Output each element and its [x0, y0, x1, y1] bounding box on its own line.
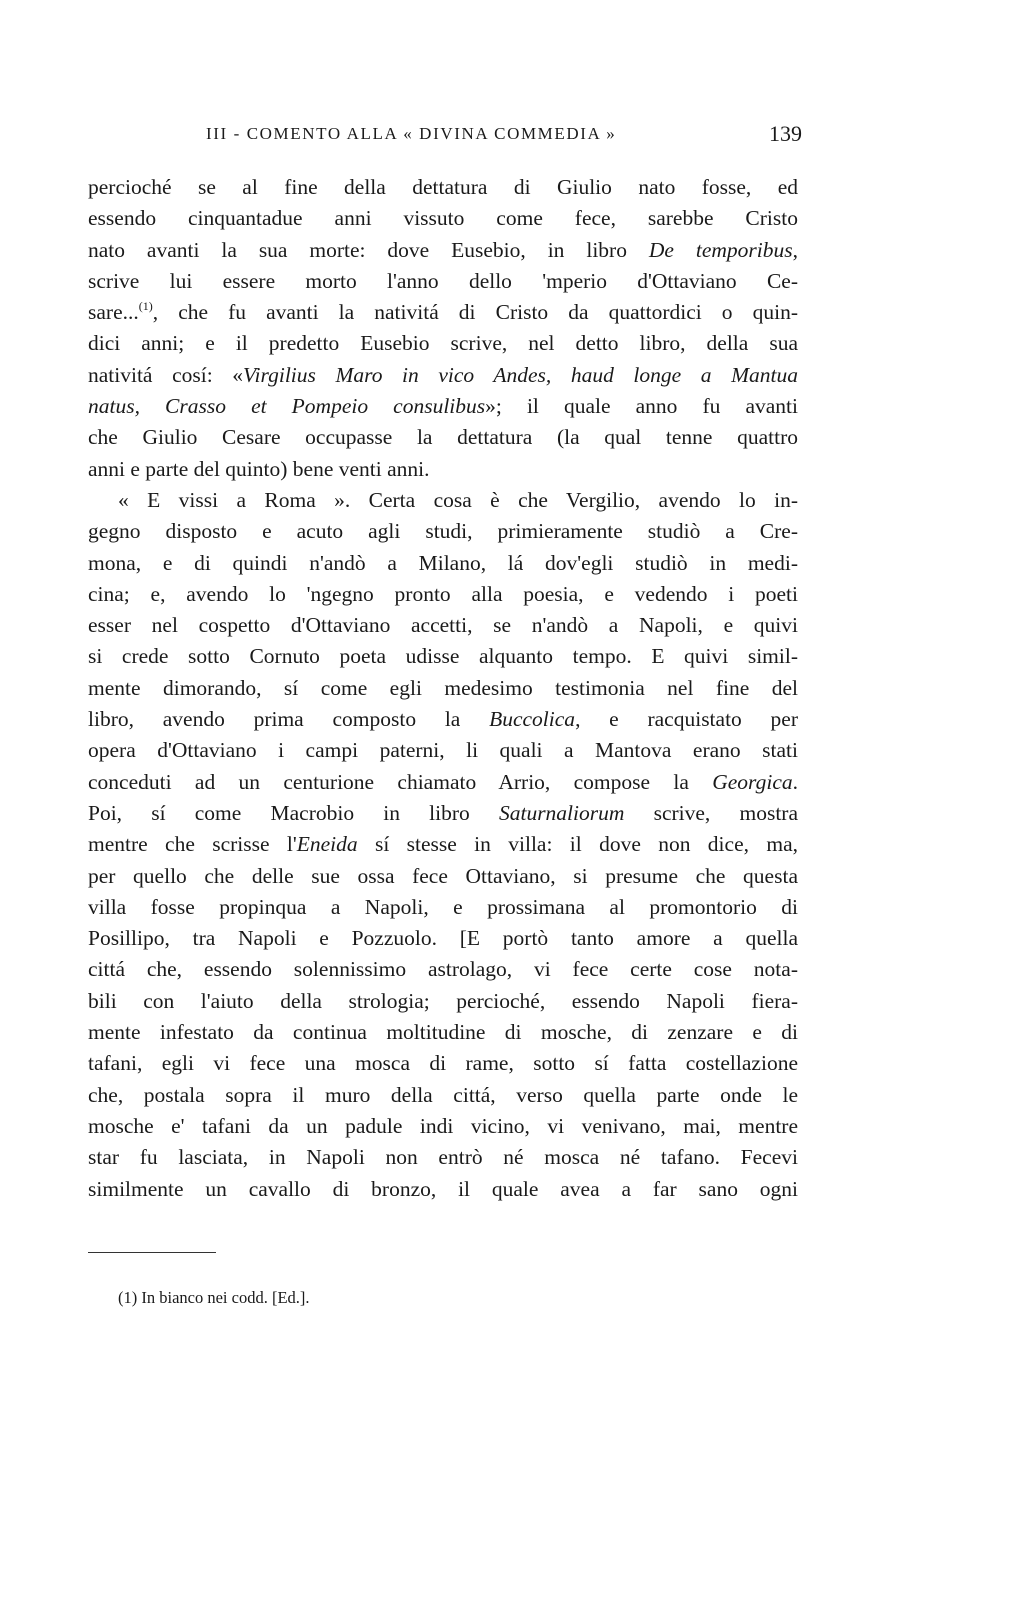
text-segment: sare... — [88, 300, 139, 325]
body-text — [88, 172, 798, 1205]
text-line — [88, 360, 798, 391]
text-segment: , che fu avanti la nativitá di Cristo da quattordici o quin- — [152, 300, 798, 325]
text-segment: gegno disposto e acuto agli studi, primieramente studiò a Cre- — [88, 519, 798, 544]
text-segment: mona, e di quindi n'andò a Milano, lá dov'egli studiò in medi- — [88, 550, 798, 575]
italic-title: natus, Crasso et Pompeio consulibus — [88, 394, 486, 419]
text-line — [88, 172, 798, 203]
text-line — [88, 1111, 798, 1142]
text-line — [88, 861, 798, 892]
text-line — [88, 923, 798, 954]
text-segment: mentre che scrisse l' — [88, 832, 297, 857]
text-line — [88, 641, 798, 672]
text-line — [88, 798, 798, 829]
text-segment: tafani, egli vi fece una mosca di rame, sotto sí fatta costellazione — [88, 1051, 798, 1076]
text-line — [88, 986, 798, 1017]
text-line — [88, 328, 798, 359]
text-segment: per quello che delle sue ossa fece Ottaviano, si presume che questa — [88, 863, 798, 888]
text-line — [88, 516, 798, 547]
text-segment: esser nel cospetto d'Ottaviano accetti, se n'andò a Napoli, e quivi — [88, 613, 798, 638]
italic-title: De temporibus — [648, 237, 793, 262]
text-line — [88, 203, 798, 234]
footnote: (1) In bianco nei codd. [Ed.]. — [118, 1288, 310, 1307]
text-line — [88, 673, 798, 704]
text-segment: libro, avendo prima composto la — [88, 707, 490, 732]
text-segment: mente dimorando, sí come egli medesimo testimonia nel fine del — [88, 675, 798, 700]
text-line — [88, 391, 798, 422]
text-line — [88, 1142, 798, 1173]
footnote-reference: (1) — [138, 299, 153, 314]
text-segment: cittá che, essendo solennissimo astrolago, vi fece certe cose nota- — [88, 957, 798, 982]
text-segment: Posillipo, tra Napoli e Pozzuolo. [E portò tanto amore a quella — [88, 926, 798, 951]
text-line — [88, 266, 798, 297]
text-segment: , e racquistato per — [575, 707, 799, 732]
text-line — [88, 422, 798, 453]
text-segment: similmente un cavallo di bronzo, il quale avea a far sano ogni — [88, 1176, 798, 1201]
text-line — [88, 767, 798, 798]
text-line — [88, 1174, 798, 1205]
text-line — [88, 1080, 798, 1111]
italic-title: Georgica — [712, 769, 793, 794]
text-segment: sí stesse in villa: il dove non dice, ma, — [357, 832, 798, 857]
text-segment: essendo cinquantadue anni vissuto come fece, sarebbe Cristo — [88, 206, 798, 231]
text-segment: mente infestato da continua moltitudine di mosche, di zenzare e di — [88, 1020, 798, 1045]
italic-title: Buccolica — [489, 707, 576, 732]
text-line — [88, 1017, 798, 1048]
text-segment: nato avanti la sua morte: dove Eusebio, in libro — [88, 237, 649, 262]
text-line — [88, 1048, 798, 1079]
text-segment: opera d'Ottaviano i campi paterni, li quali a Mantova erano stati — [88, 738, 798, 763]
text-line — [88, 297, 798, 328]
text-segment: bili con l'aiuto della strologia; percioché, essendo Napoli fiera- — [88, 988, 798, 1013]
text-segment: si crede sotto Cornuto poeta udisse alquanto tempo. E quivi simil- — [88, 644, 798, 669]
text-segment: anni e parte del quinto) bene venti anni. — [88, 456, 430, 481]
text-segment: . — [792, 769, 798, 794]
text-line — [88, 485, 798, 516]
text-segment: nativitá cosí: « — [88, 362, 244, 387]
text-segment: villa fosse propinqua a Napoli, e prossimana al promontorio di — [88, 894, 798, 919]
text-segment: cina; e, avendo lo 'ngegno pronto alla poesia, e vedendo i poeti — [88, 581, 798, 606]
text-segment: scrive, mostra — [624, 800, 798, 825]
italic-title: Eneida — [296, 832, 358, 857]
text-line — [88, 954, 798, 985]
running-title: III - COMENTO ALLA « DIVINA COMMEDIA » — [206, 124, 617, 143]
text-line — [88, 235, 798, 266]
italic-title: Virgilius Maro in vico Andes, haud longe a Mantua — [243, 362, 798, 387]
text-line — [88, 454, 798, 485]
footnote-divider — [88, 1252, 216, 1253]
italic-title: Saturnaliorum — [498, 800, 625, 825]
text-line — [88, 610, 798, 641]
text-line — [88, 892, 798, 923]
text-segment: che, postala sopra il muro della cittá, verso quella parte onde le — [88, 1082, 798, 1107]
text-segment: star fu lasciata, in Napoli non entrò né mosca né tafano. Fecevi — [88, 1145, 798, 1170]
text-segment: »; il quale anno fu avanti — [485, 394, 798, 419]
text-segment: mosche e' tafani da un padule indi vicino, vi venivano, mai, mentre — [88, 1113, 798, 1138]
text-segment: Poi, sí come Macrobio in libro — [88, 800, 499, 825]
text-line — [88, 579, 798, 610]
text-line — [88, 704, 798, 735]
page-number: 139 — [769, 121, 802, 146]
running-head — [0, 121, 1028, 152]
text-segment: conceduti ad un centurione chiamato Arrio, compose la — [88, 769, 713, 794]
text-line — [88, 548, 798, 579]
text-line — [88, 735, 798, 766]
text-segment: , — [792, 237, 798, 262]
text-segment: scrive lui essere morto l'anno dello 'mperio d'Ottaviano Ce- — [88, 268, 798, 293]
text-segment: « E vissi a Roma ». Certa cosa è che Vergilio, avendo lo in- — [118, 487, 798, 512]
text-segment: dici anni; e il predetto Eusebio scrive, nel detto libro, della sua — [88, 331, 798, 356]
text-line — [88, 829, 798, 860]
text-segment: che Giulio Cesare occupasse la dettatura (la qual tenne quattro — [88, 425, 798, 450]
text-segment: percioché se al fine della dettatura di Giulio nato fosse, ed — [88, 175, 798, 199]
